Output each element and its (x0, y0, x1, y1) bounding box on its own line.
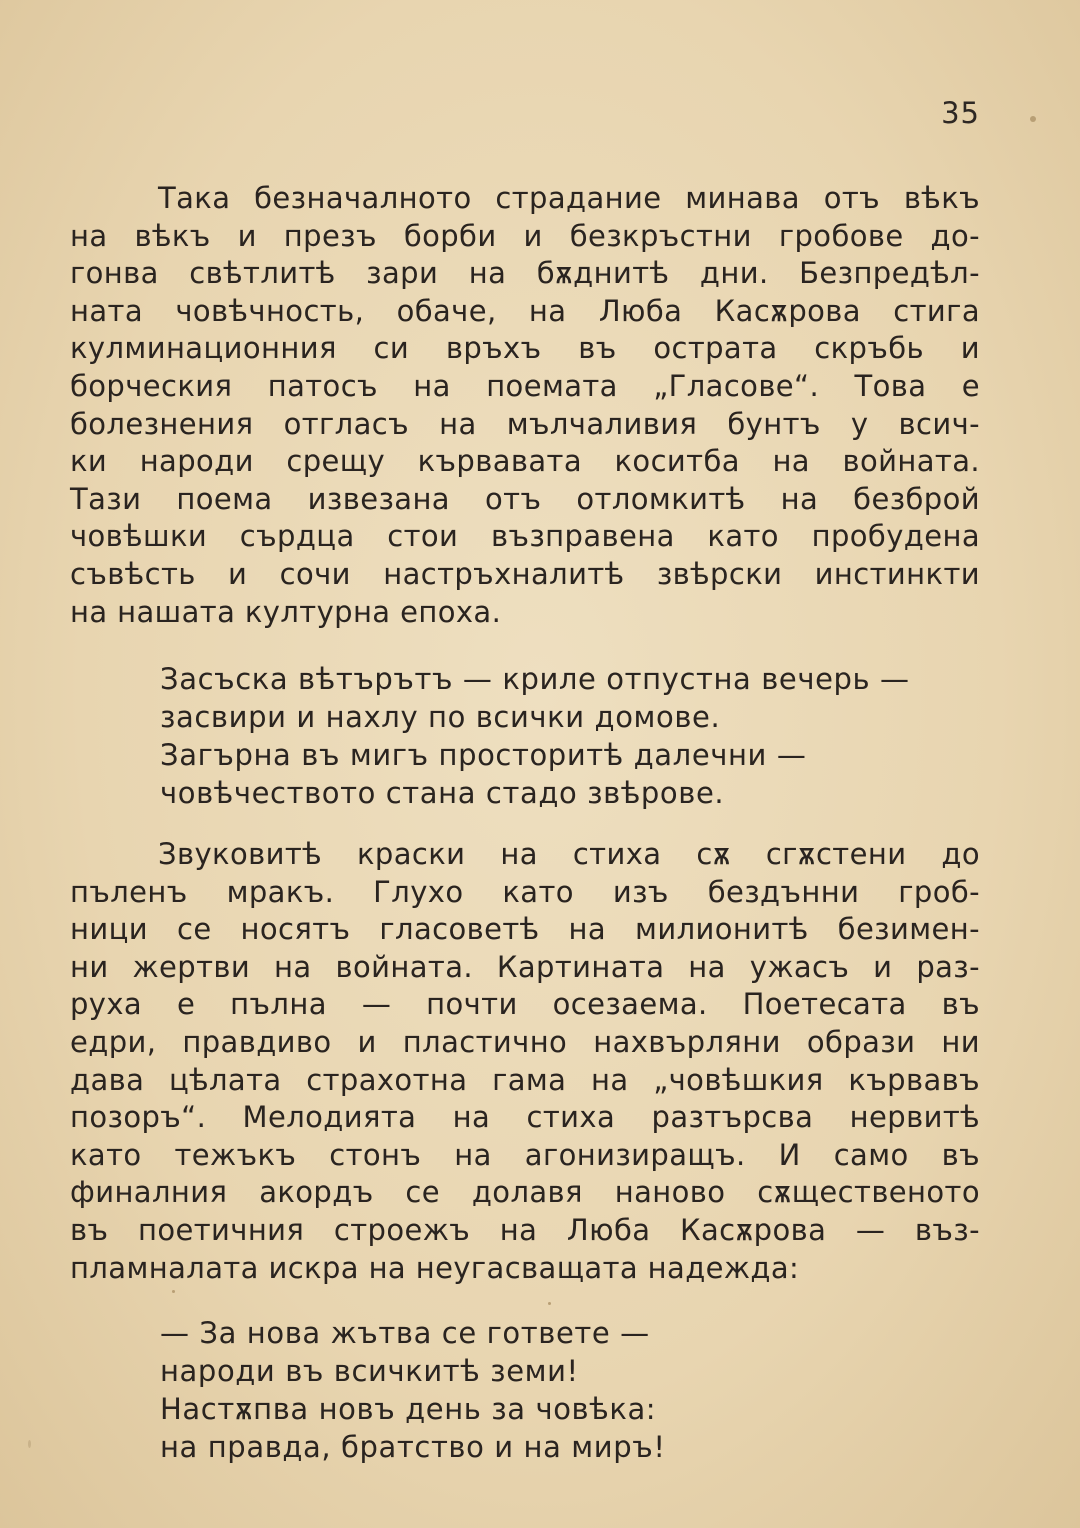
verse-2 (160, 1314, 666, 1466)
verse-line: човѣчеството стана стадо звѣрове. (160, 776, 725, 810)
text-line: позоръ“. Мелодията на стиха разтърсва нервитѣ (70, 1100, 980, 1135)
text-line: финалния акордъ се долавя наново сѫщественото (70, 1175, 980, 1210)
verse-line: — За нова жътва се гответе — (160, 1316, 650, 1350)
text-line: въ поетичния строежъ на Люба Касѫрова — въз- (70, 1212, 980, 1247)
text-line: ки народи срещу кървавата коситба на войната. (70, 444, 980, 479)
text-line: човѣшки сърдца стои възправена като пробудена (70, 519, 980, 554)
text-line: Тази поема извезана отъ отломкитѣ на безброй (70, 481, 980, 516)
text-line: ници се носятъ гласоветѣ на милионитѣ безимен- (70, 912, 980, 947)
paper-speck (172, 1290, 175, 1293)
text-line: на вѣкъ и презъ борби и безкръстни гробове до- (70, 218, 980, 253)
text-line: Звуковитѣ краски на стиха сѫ сгѫстени до (158, 837, 980, 871)
page-number: 35 (941, 96, 980, 130)
text-line: едри, правдиво и пластично нахвърляни образи ни (70, 1024, 980, 1059)
text-line: съвѣсть и сочи настръхналитѣ звѣрски инстинкти (70, 556, 980, 591)
paragraph-2 (70, 836, 980, 1287)
text-line: пламналата искра на неугасващата надежда: (70, 1250, 800, 1285)
verse-line: Засъска вѣтърътъ — криле отпустна вечерь — (160, 662, 910, 696)
verse-line: Настѫпва новъ день за човѣка: (160, 1392, 657, 1426)
text-line: дава цѣлата страхотна гама на „човѣшкия кървавъ (70, 1062, 980, 1097)
text-line: кулминационния си връхъ въ острата скръбь и (70, 331, 980, 366)
paper-speck (548, 1302, 551, 1305)
text-line: борческия патосъ на поемата „Гласове“. Това е (70, 368, 980, 403)
paragraph-1 (70, 180, 980, 631)
text-line: пъленъ мракъ. Глухо като изъ бездънни гроб- (70, 874, 980, 909)
text-line: руха е пълна — почти осезаема. Поетесата въ (70, 987, 980, 1022)
text-line: ната човѣчность, обаче, на Люба Касѫрова стига (70, 293, 980, 328)
verse-1 (160, 660, 910, 812)
text-line: болезнения отгласъ на мълчаливия бунтъ у всич- (70, 406, 980, 441)
text-line: като тежъкъ стонъ на агонизиращъ. И само въ (70, 1137, 980, 1172)
paper-speck (1030, 116, 1036, 122)
verse-line: на правда, братство и на миръ! (160, 1430, 666, 1464)
verse-line: засвири и нахлу по всички домове. (160, 700, 721, 734)
text-line: ни жертви на войната. Картината на ужасъ и раз- (70, 949, 980, 984)
text-line: гонва свѣтлитѣ зари на бѫднитѣ дни. Безпредѣл- (70, 256, 980, 291)
text-line: на нашата културна епоха. (70, 594, 502, 629)
verse-line: Загърна въ мигъ просторитѣ далечни — (160, 738, 807, 772)
paper-speck (28, 1440, 31, 1448)
verse-line: народи въ всичкитѣ земи! (160, 1354, 579, 1388)
text-line: Така безначалното страдание минава отъ вѣкъ (158, 181, 980, 215)
